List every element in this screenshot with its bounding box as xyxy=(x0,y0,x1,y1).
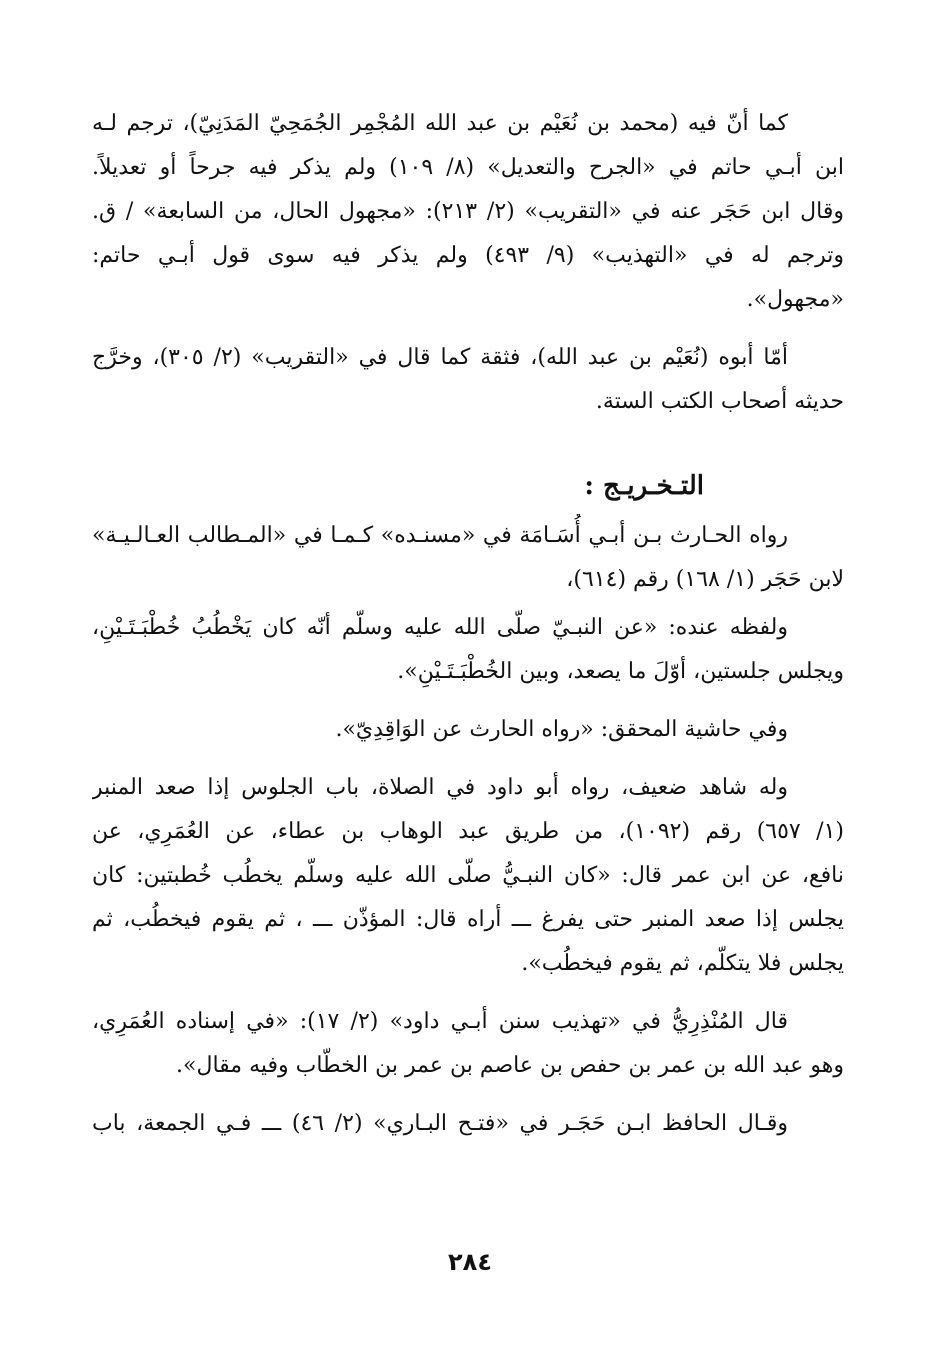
text-line: ويجلس جلستين، أوّلَ ما يصعد، وبين الخُطْبَـتَـيْنِ». xyxy=(397,659,844,684)
text-line: (١/ ٦٥٧) رقم (١٠٩٢)، من طريق عبد الوهاب بن عطاء، عن العُمَرِي، عن xyxy=(92,819,844,844)
paragraph-lafz xyxy=(92,606,844,694)
text-line: وقال ابن حَجَر عنه في «التقريب» (٢/ ٢١٣): «مجهول الحال، من السابعة» / ق. xyxy=(92,199,844,224)
text-line: حديثه أصحاب الكتب الستة. xyxy=(595,389,844,414)
text-line: وفي حاشية المحقق: «رواه الحارث عن الوَاقِدِيّ». xyxy=(335,717,788,742)
paragraph-mundhiri xyxy=(92,1000,844,1088)
text-line: نافع، عن ابن عمر قال: «كان النبـيُّ صلّى الله عليه وسلّم يخطُب خُطبتين: كان xyxy=(92,863,844,888)
text-line: قال المُنْذِرِيُّ في «تهذيب سنن أبـي داود» (٢/ ١٧): «في إسناده العُمَرِي، xyxy=(92,1009,788,1034)
text-line: ابن أبـي حاتم في «الجرح والتعديل» (٨/ ١٠٩) ولم يذكر فيه جرحاً أو تعديلاً. xyxy=(92,155,844,180)
text-line: يجلس فلا يتكلّم، ثم يقوم فيخطُب». xyxy=(521,951,844,976)
paragraph-hashiya xyxy=(92,708,844,752)
paragraph-hafiz xyxy=(92,1102,844,1146)
section-heading-takhrij: التـخـريـج : xyxy=(584,471,704,501)
paragraph-father-note xyxy=(92,336,844,424)
text-line: وهو عبد الله بن عمر بن حفص بن عاصم بن عمر بن الخطّاب وفيه مقال». xyxy=(176,1053,844,1078)
text-line: أمّا أبوه (نُعَيْم بن عبد الله)، فثقة كما قال في «التقريب» (٢/ ٣٠٥)، وخرَّج xyxy=(92,345,788,370)
page-number: ٢٨٤ xyxy=(448,1248,492,1276)
text-line: «مجهول». xyxy=(746,287,844,312)
text-line: وله شاهد ضعيف، رواه أبو داود في الصلاة، باب الجلوس إذا صعد المنبر xyxy=(92,775,788,800)
paragraph-narrator-note xyxy=(92,102,844,322)
paragraph-riwaya xyxy=(92,514,844,602)
document-page xyxy=(92,102,844,1160)
text-line: ولفظه عنده: «عن النبـيّ صلّى الله عليه وسلّم أنّه كان يَخْطُبُ خُطْبَـتَـيْنِ، xyxy=(92,615,788,640)
text-line: كما أنّ فيه (محمد بن نُعَيْم بن عبد الله المُجْمِر الجُمَحِيّ المَدَنِيّ)، ترجم لـه xyxy=(92,111,788,136)
text-line: رواه الحـارث بـن أبـي أُسَـامَة في «مسنـده» كـمـا في «المـطالب العـالـيـة» xyxy=(92,523,788,548)
text-line: يجلس إذا صعد المنبر حتى يفرغ ـــ أراه قال: المؤذّن ـــ ، ثم يقوم فيخطُب، ثم xyxy=(92,907,844,932)
paragraph-shahid xyxy=(92,766,844,986)
text-line: لابن حَجَر (١/ ١٦٨) رقم (٦١٤)، xyxy=(566,567,844,592)
text-line: وترجم له في «التهذيب» (٩/ ٤٩٣) ولم يذكر فيه سوى قول أبـي حاتم: xyxy=(92,243,844,268)
text-line: وقـال الحافظ ابـن حَجَـر في «فتـح البـاري» (٢/ ٤٦) ـــ فـي الجمعة، باب xyxy=(92,1111,789,1136)
